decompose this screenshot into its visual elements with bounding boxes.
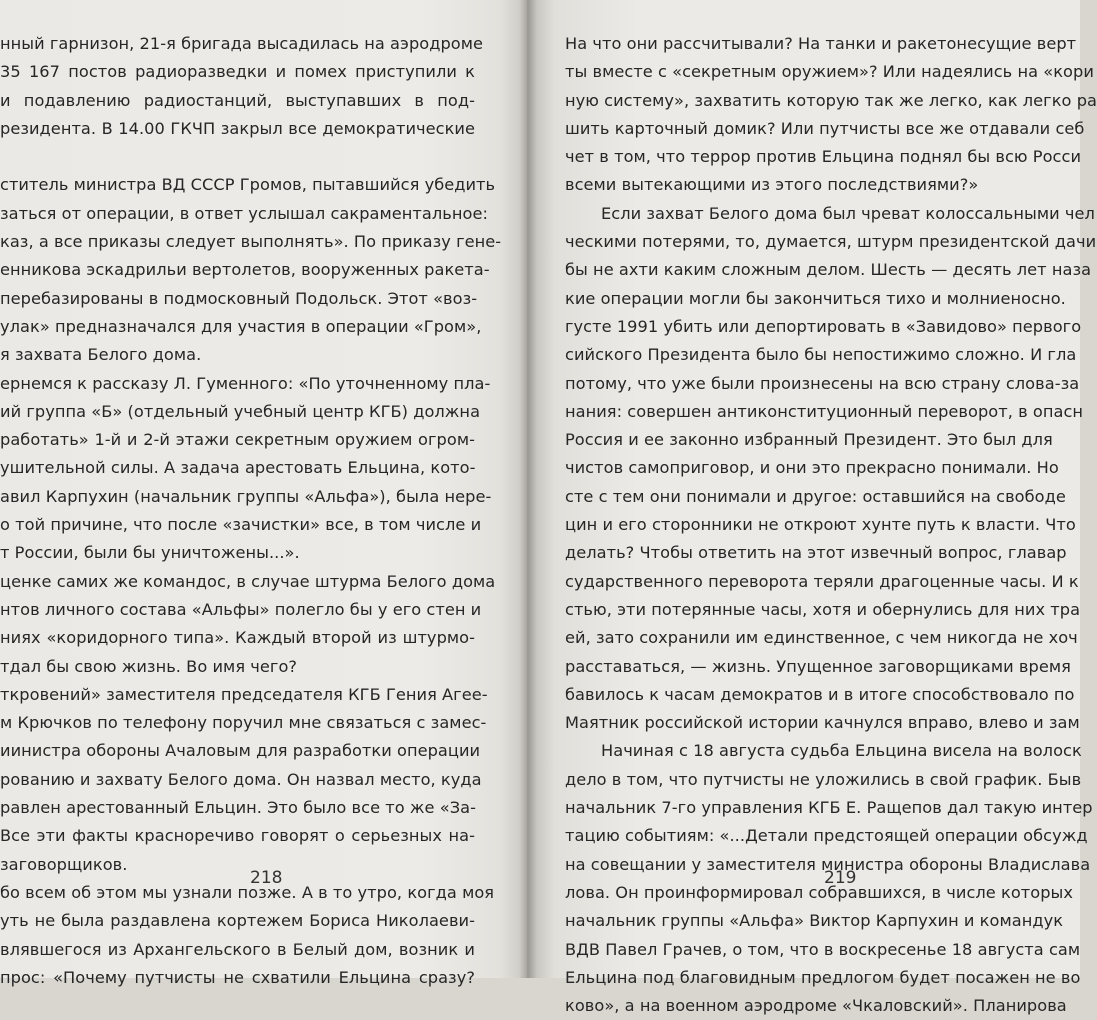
text-line: ушительной силы. А задача арестовать Ельцина, кото- [0,458,476,478]
text-line: уть не была раздавлена кортежем Бориса Николаеви- [0,911,475,931]
text-line: Если захват Белого дома был чреват колоссальными чел [601,203,1095,223]
text-line: бо всем об этом мы узнали позже. А в то утро, когда моя [0,882,495,902]
text-line: ную систему», захватить которую так же легко, как легко ра [565,90,1097,110]
text-line: ститель министра ВД СССР Громов, пытавшийся убедить [0,175,496,195]
text-line: ернемся к рассказу Л. Гуменного: «По уточненному пла- [0,373,491,393]
text-line: цин и его сторонники не откроют хунте путь к власти. Что [565,515,1076,535]
text-line: 35 167 постов радиоразведки и помех приступили к [0,62,475,82]
text-line: ВДВ Павел Грачев, о том, что в воскресенье 18 августа сам [565,939,1081,959]
text-line: начальник группы «Альфа» Виктор Карпухин и командук [565,911,1064,931]
text-line: нтов личного состава «Альфы» полегло бы у его стен и [0,599,482,619]
text-line: прос: «Почему путчисты не схватили Ельцина сразу? [0,967,475,987]
text-line: густе 1991 убить или депортировать в «Завидово» первого [565,316,1082,336]
text-line: заться от операции, в ответ услышал сакраментальное: [0,203,488,223]
text-line: начальник 7-го управления КГБ Е. Ращепов дал такую интер [565,798,1093,818]
text-line: сийского Президента было бы непостижимо сложно. И гла [565,345,1077,365]
text-line: Начиная с 18 августа судьба Ельцина висела на волоск [601,741,1082,761]
text-line: работать» 1-й и 2-й этажи секретным оружием огром- [0,430,475,450]
text-line: м Крючков по телефону поручил мне связаться с замес- [0,713,487,733]
text-line: рованию и захвату Белого дома. Он назвал место, куда [0,769,482,789]
text-line: о той причине, что после «зачистки» все, в том числе и [0,515,482,535]
text-line: и подавлению радиостанций, выступавших в под- [0,90,475,110]
text-line: заговорщиков. [0,854,128,874]
text-line: тдал бы свою жизнь. Во имя чего? [0,656,298,676]
text-line: расставаться, — жизнь. Упущенное заговорщиками время [565,656,1071,676]
text-line: ей, зато сохранили им единственное, с чем никогда не хоч [565,628,1078,648]
text-line: Россия и ее законно избранный Президент. Это был для [565,430,1053,450]
text-line: ково», а на военном аэродроме «Чкаловский». Планирова [565,996,1067,1016]
text-line: каз, а все приказы следует выполнять». По приказу гене- [0,232,502,252]
text-line: бавилось к часам демократов и в итоге способствовало по [565,684,1075,704]
text-line: я захвата Белого дома. [0,345,202,365]
text-line: резидента. В 14.00 ГКЧП закрыл все демократические [0,118,475,138]
left-page [0,0,527,987]
text-line: ткровений» заместителя председателя КГБ Гения Агее- [0,684,488,704]
text-line: Все эти факты красноречиво говорят о серьезных на- [0,826,475,846]
text-line: на совещании у заместителя министра обороны Владислава [565,854,1091,874]
text-line: чистов самоприговор, и они это прекрасно понимали. Но [565,458,1059,478]
text-line: лова. Он проинформировал собравшихся, в числе которых [565,882,1074,902]
text-line: шить карточный домик? Или путчисты все же отдавали себ [565,118,1085,138]
page-number: 219 [824,868,857,888]
text-line: Маятник российской истории качнулся вправо, влево и зам [565,713,1080,733]
text-line: нания: совершен антиконституционный переворот, в опасн [565,401,1084,421]
text-line: авил Карпухин (начальник группы «Альфа»), была нере- [0,486,492,506]
text-line: сте с тем они понимали и другое: оставшийся на свободе [565,486,1066,506]
left-page-text [0,30,502,992]
text-line: енникова эскадрильи вертолетов, вооруженных ракета- [0,260,490,280]
text-line: нный гарнизон, 21-я бригада высадилась на аэродроме [0,34,484,53]
right-page [527,0,1097,1016]
text-line: ниях «коридорного типа». Каждый второй из штурмо- [0,628,475,648]
text-line: равлен арестованный Ельцин. Это было все то же «За- [0,798,477,818]
page-number: 218 [250,868,283,888]
text-line: улак» предназначался для участия в операции «Гром», [0,316,482,336]
text-line: На что они рассчитывали? На танки и ракетонесущие верт [565,34,1077,53]
right-page-text [565,30,1097,1020]
text-line: потому, что уже были произнесены на всю страну слова-за [565,373,1080,393]
text-line: делать? Чтобы ответить на этот извечный вопрос, главар [565,543,1067,563]
text-line: ты вместе с «секретным оружием»? Или надеялись на «кори [565,62,1094,82]
text-line: перебазированы в подмосковный Подольск. Этот «воз- [0,288,478,308]
text-line: стью, эти потерянные часы, хотя и обернулись для них тра [565,599,1081,619]
text-line: тацию событиям: «...Детали предстоящей операции обсужд [565,826,1088,846]
text-line: ценке самих же командос, в случае штурма Белого дома [0,571,496,591]
text-line: чет в том, что террор против Ельцина поднял бы всю Росси [565,147,1082,167]
text-line: сударственного переворота теряли драгоценные часы. И к [565,571,1079,591]
text-line-blank [0,143,475,171]
text-line: ий группа «Б» (отдельный учебный центр КГБ) должна [0,401,481,421]
text-line: кие операции могли бы закончиться тихо и молниеносно. [565,288,1066,308]
text-line: иинистра обороны Ачаловым для разработки операции [0,741,481,761]
text-line: влявшегося из Архангельского в Белый дом, возник и [0,939,475,959]
text-line: бы не ахти каким сложным делом. Шесть — десять лет наза [565,260,1092,280]
text-line: дело в том, что путчисты не уложились в свой график. Быв [565,769,1082,789]
text-line: всеми вытекающими из этого последствиями?» [565,175,979,195]
text-line: Ельцина под благовидным предлогом будет посажен не во [565,967,1081,987]
text-line: т России, были бы уничтожены...». [0,543,300,563]
text-line: ческими потерями, то, думается, штурм президентской дачи [565,232,1097,252]
book-gutter-shadow [519,0,537,978]
